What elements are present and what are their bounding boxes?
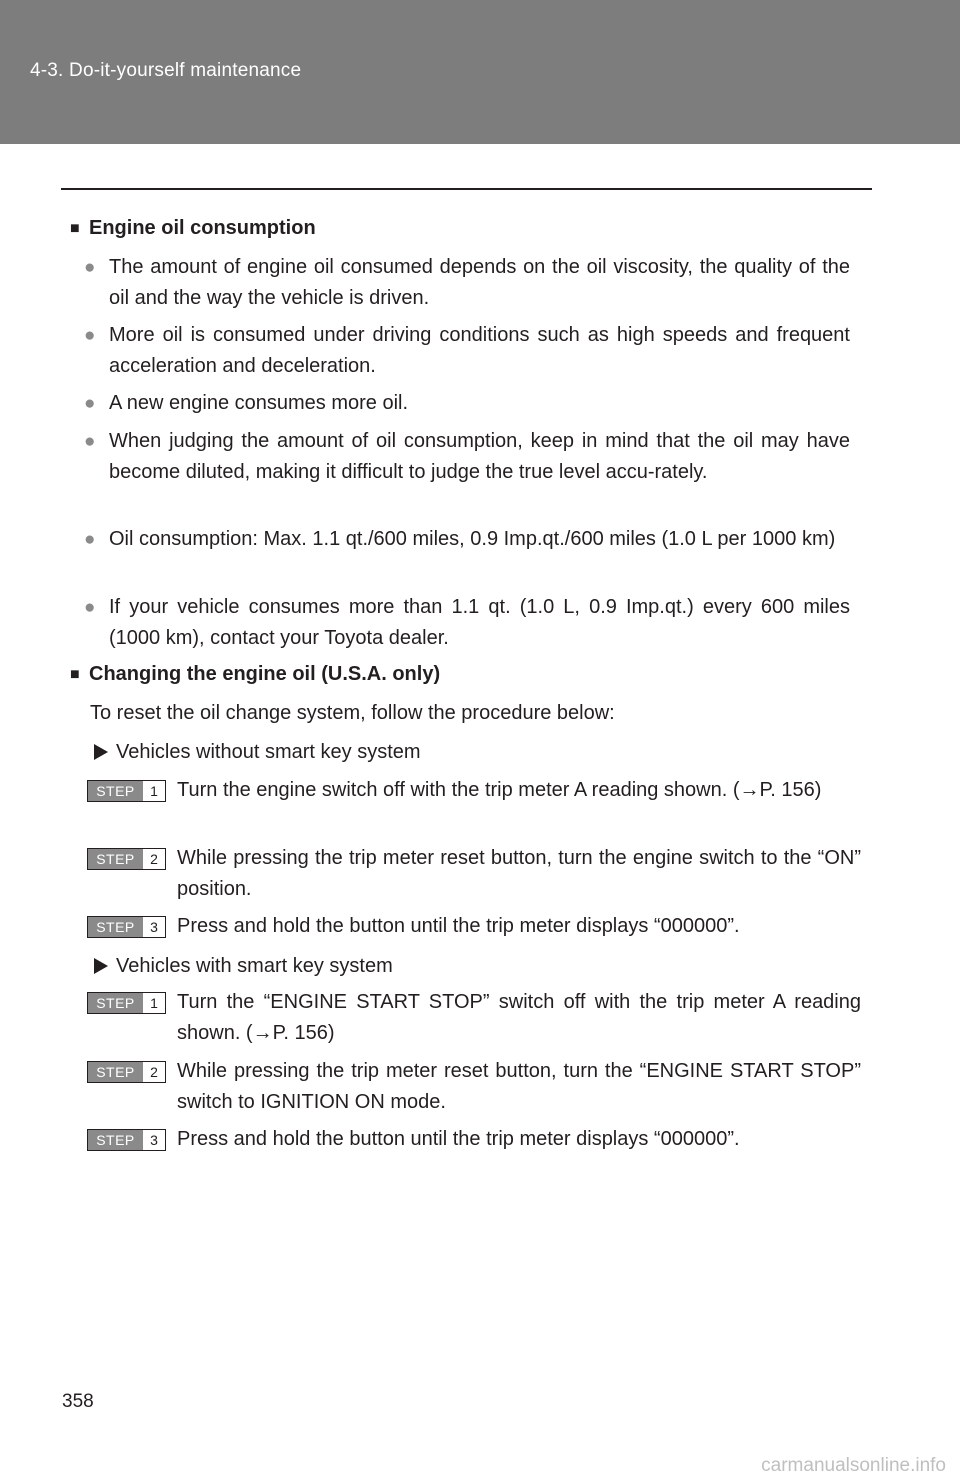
square-bullet-icon: ■ [70, 220, 80, 237]
list-item: ● When judging the amount of oil consumption, keep in mind that the oil may have become diluted, making it difficult to judge the true level accu-rately. [84, 426, 850, 488]
step-badge: STEP 2 [87, 848, 166, 870]
intro-text: To reset the oil change system, follow the procedure below: [90, 702, 615, 724]
step-badge: STEP 3 [87, 1129, 166, 1151]
step-text: While pressing the trip meter reset button, turn the “ENGINE START STOP” switch to IGNITION ON mode. [177, 1060, 861, 1113]
circle-bullet-icon: ● [84, 529, 96, 550]
step-badge: STEP 1 [87, 992, 166, 1014]
list-item: ● The amount of engine oil consumed depends on the oil viscosity, the quality of the oil and the way the vehicle is driven. [84, 252, 850, 314]
chapter-title: 4-3. Do-it-yourself maintenance [30, 60, 302, 81]
list-item: ● If your vehicle consumes more than 1.1 qt. (1.0 L, 0.9 Imp.qt.) every 600 miles (1000 km), contact your Toyota dealer. [84, 592, 850, 654]
step-badge: STEP 2 [87, 1061, 166, 1083]
step-text: Turn the “ENGINE START STOP” switch off with the trip meter A reading shown. (→P. 156) [177, 991, 861, 1044]
list-item: ● Oil consumption: Max. 1.1 qt./600 miles, 0.9 Imp.qt./600 miles (1.0 L per 1000 km) [84, 524, 850, 555]
section-heading: ■ Engine oil consumption [70, 217, 316, 239]
step-badge: STEP 1 [87, 780, 166, 802]
divider [61, 188, 872, 190]
page-number: 358 [62, 1391, 94, 1412]
page-header [0, 0, 960, 144]
footer-watermark: carmanualsonline.info [761, 1455, 946, 1476]
step-badge: STEP 3 [87, 916, 166, 938]
triangle-arrow-icon [94, 744, 108, 760]
circle-bullet-icon: ● [84, 257, 96, 278]
list-item: ● A new engine consumes more oil. [84, 388, 850, 419]
circle-bullet-icon: ● [84, 431, 96, 452]
square-bullet-icon: ■ [70, 666, 80, 683]
step-text: Turn the engine switch off with the trip meter A reading shown. (→P. 156) [177, 779, 822, 801]
triangle-arrow-icon [94, 958, 108, 974]
section-heading: ■ Changing the engine oil (U.S.A. only) [70, 663, 441, 685]
step-text: While pressing the trip meter reset button, turn the engine switch to the “ON” position. [177, 847, 861, 900]
group-label: Vehicles without smart key system [94, 737, 421, 768]
circle-bullet-icon: ● [84, 597, 96, 618]
circle-bullet-icon: ● [84, 325, 96, 346]
list-item: ● More oil is consumed under driving conditions such as high speeds and frequent acceleration and deceleration. [84, 320, 850, 382]
group-label: Vehicles with smart key system [94, 951, 393, 982]
circle-bullet-icon: ● [84, 393, 96, 414]
step-text: Press and hold the button until the trip meter displays “000000”. [177, 915, 740, 937]
step-text: Press and hold the button until the trip meter displays “000000”. [177, 1128, 740, 1150]
